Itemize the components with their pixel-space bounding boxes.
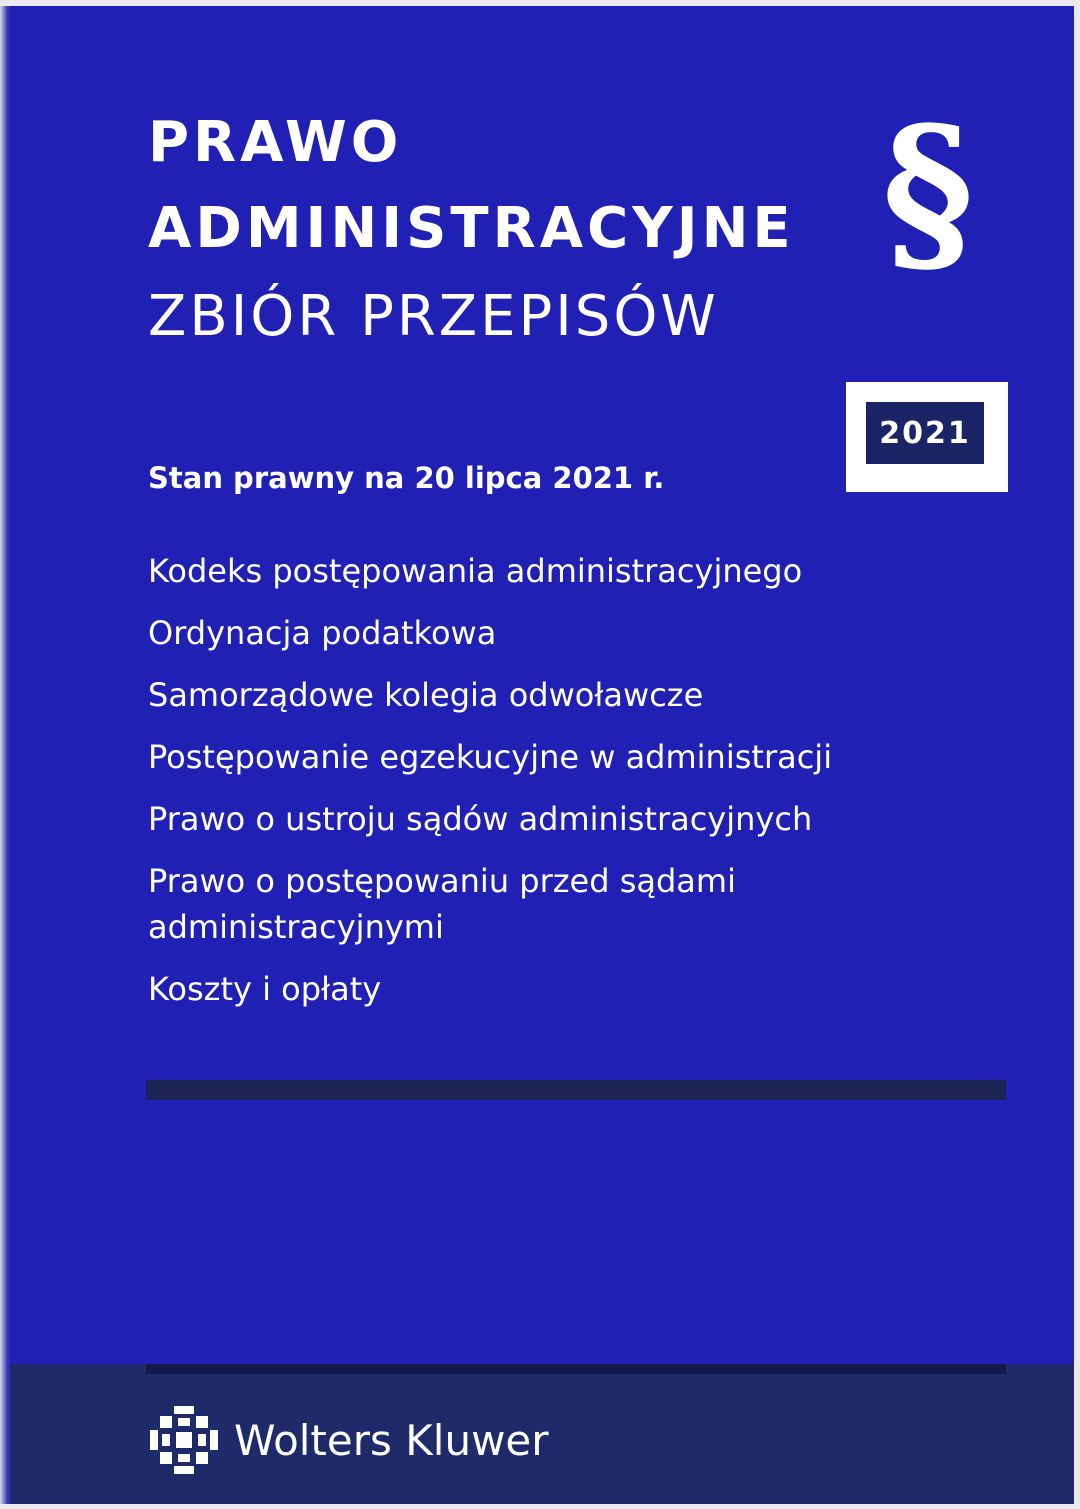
contents-list bbox=[148, 548, 928, 1028]
subtitle: ZBIÓR PRZEPISÓW bbox=[148, 284, 719, 349]
wolters-kluwer-logo-icon bbox=[148, 1404, 220, 1476]
title-line-2: ADMINISTRACYJNE bbox=[148, 196, 795, 261]
year-badge bbox=[846, 382, 1008, 492]
year-label: 2021 bbox=[866, 402, 984, 464]
publisher-logo bbox=[148, 1404, 549, 1476]
section-symbol-icon: § bbox=[882, 88, 975, 295]
contents-item: Kodeks postępowania administracyjnego bbox=[148, 552, 803, 590]
contents-item: Ordynacja podatkowa bbox=[148, 614, 497, 652]
contents-item: Samorządowe kolegia odwoławcze bbox=[148, 676, 704, 714]
legal-status: Stan prawny na 20 lipca 2021 r. bbox=[148, 461, 665, 495]
contents-item: Postępowanie egzekucyjne w administracji bbox=[148, 738, 833, 776]
publisher-name: Wolters Kluwer bbox=[234, 1415, 549, 1465]
book-cover bbox=[10, 6, 1074, 1504]
contents-item: Koszty i opłaty bbox=[148, 970, 382, 1008]
title-line-1: PRAWO bbox=[148, 110, 403, 175]
contents-item: Prawo o postępowaniu przed sądami administracyjnymi bbox=[148, 862, 736, 946]
divider-bar bbox=[146, 1080, 1006, 1100]
footer-stripe bbox=[146, 1364, 1006, 1374]
contents-item: Prawo o ustroju sądów administracyjnych bbox=[148, 800, 813, 838]
